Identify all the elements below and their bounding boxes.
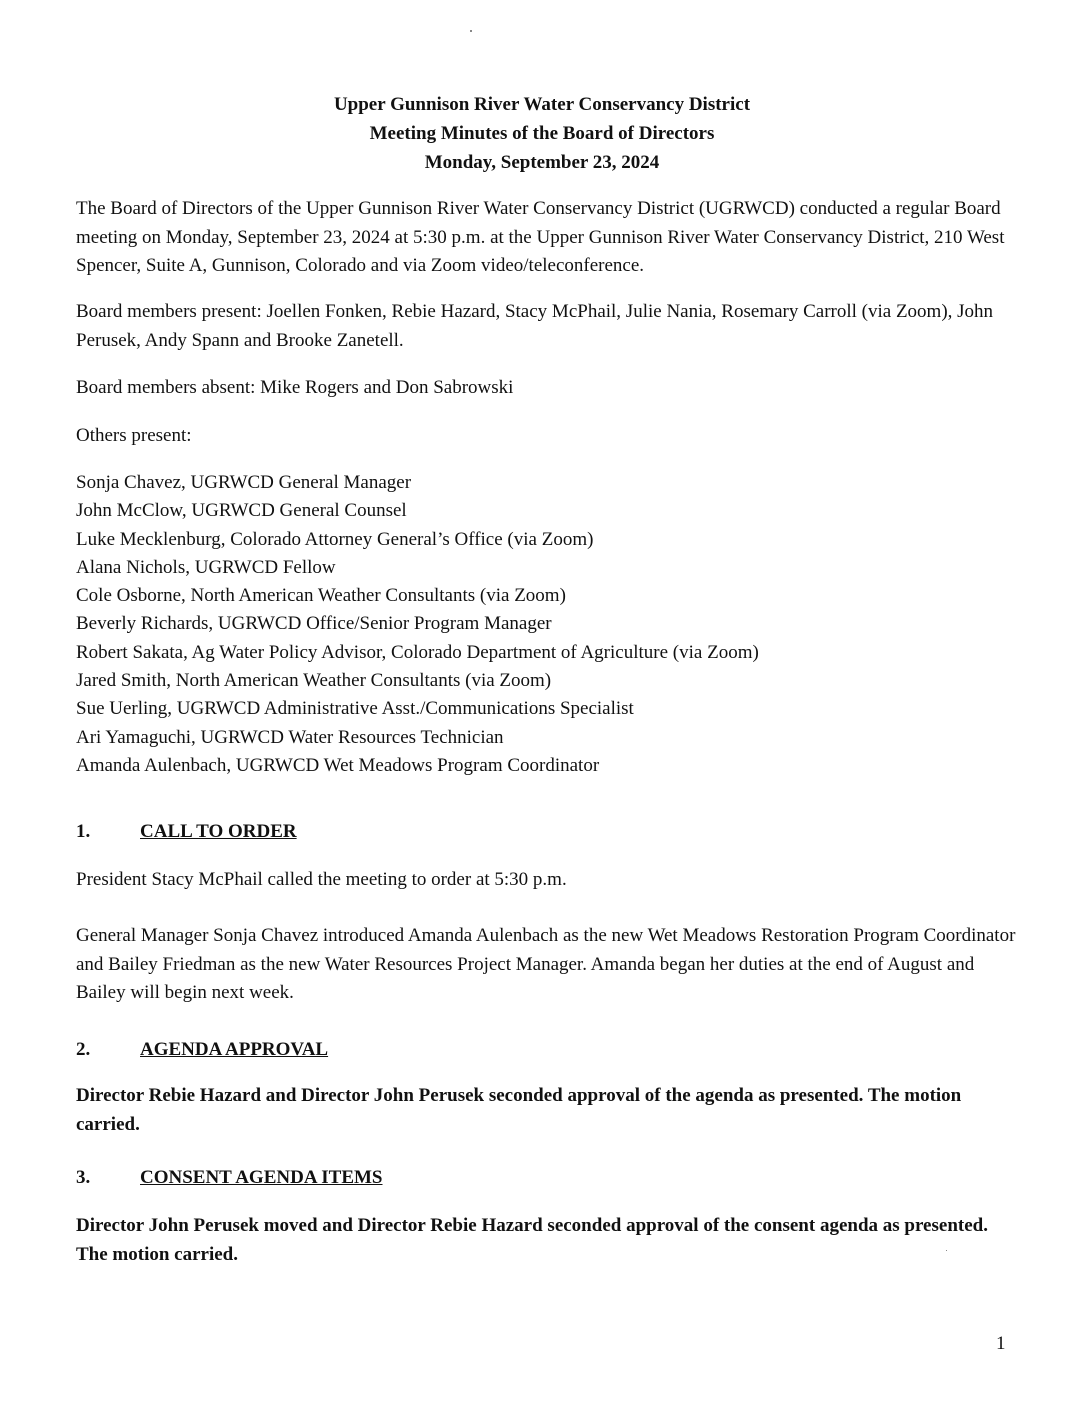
list-item: Sue Uerling, UGRWCD Administrative Asst./Communications Specialist — [76, 698, 634, 720]
motion-paragraph: Director John Perusek moved and Director Rebie Hazard seconded approval of the consent agenda as presented. The motion carried. — [76, 1215, 988, 1265]
page-number: 1 — [996, 1333, 1006, 1354]
section-number: 2. — [76, 1039, 91, 1060]
motion-paragraph: Director Rebie Hazard and Director John Perusek seconded approval of the agenda as presented. The motion carried. — [76, 1085, 962, 1135]
scan-speck — [470, 30, 472, 32]
list-item: Alana Nichols, UGRWCD Fellow — [76, 556, 336, 578]
document-title: Meeting Minutes of the Board of Directors — [369, 123, 715, 144]
section-paragraph: General Manager Sonja Chavez introduced Amanda Aulenbach as the new Wet Meadows Restoration Program Coordinator and Bailey Friedman as the new Water Resources Project Manager. Amanda began her duties at the end of August and Bailey will begin next week. — [76, 925, 1016, 1003]
list-item: Cole Osborne, North American Weather Consultants (via Zoom) — [76, 585, 566, 607]
section-heading-call-to-order — [76, 818, 297, 846]
section-title: CONSENT AGENDA ITEMS — [140, 1167, 383, 1188]
section-title: AGENDA APPROVAL — [140, 1039, 329, 1060]
section-title: CALL TO ORDER — [140, 821, 297, 842]
section-number: 1. — [76, 821, 91, 842]
document-header — [0, 90, 1084, 177]
list-item: Beverly Richards, UGRWCD Office/Senior Program Manager — [76, 613, 552, 635]
list-item: John McClow, UGRWCD General Counsel — [76, 500, 407, 522]
section-number: 3. — [76, 1167, 91, 1188]
list-item: Jared Smith, North American Weather Consultants (via Zoom) — [76, 670, 552, 692]
list-item: Robert Sakata, Ag Water Policy Advisor, Colorado Department of Agriculture (via Zoom) — [76, 641, 759, 663]
board-absent-paragraph: Board members absent: Mike Rogers and Don Sabrowski — [76, 377, 514, 398]
list-item: Ari Yamaguchi, UGRWCD Water Resources Technician — [76, 726, 504, 748]
scan-speck — [946, 1250, 947, 1251]
section-heading-consent-agenda — [76, 1164, 383, 1192]
others-present-list — [76, 469, 759, 780]
list-item: Sonja Chavez, UGRWCD General Manager — [76, 472, 412, 493]
list-item: Amanda Aulenbach, UGRWCD Wet Meadows Program Coordinator — [76, 754, 600, 776]
district-name: Upper Gunnison River Water Conservancy District — [333, 94, 751, 115]
board-present-paragraph: Board members present: Joellen Fonken, Rebie Hazard, Stacy McPhail, Julie Nania, Rosemary Carroll (via Zoom), John Perusek, Andy Spann and Brooke Zanetell. — [76, 301, 994, 351]
section-heading-agenda-approval — [76, 1036, 328, 1064]
list-item: Luke Mecklenburg, Colorado Attorney General’s Office (via Zoom) — [76, 528, 594, 550]
meeting-date: Monday, September 23, 2024 — [424, 152, 660, 173]
others-present-label: Others present: — [76, 425, 192, 446]
intro-paragraph: The Board of Directors of the Upper Gunnison River Water Conservancy District (UGRWCD) conducted a regular Board meeting on Monday, September 23, 2024 at 5:30 p.m. at the Upper Gunnison River Water Conservancy District, 210 West Spencer, Suite A, Gunnison, Colorado and via Zoom video/teleconference. — [76, 198, 1005, 276]
section-paragraph: President Stacy McPhail called the meeting to order at 5:30 p.m. — [76, 869, 567, 890]
